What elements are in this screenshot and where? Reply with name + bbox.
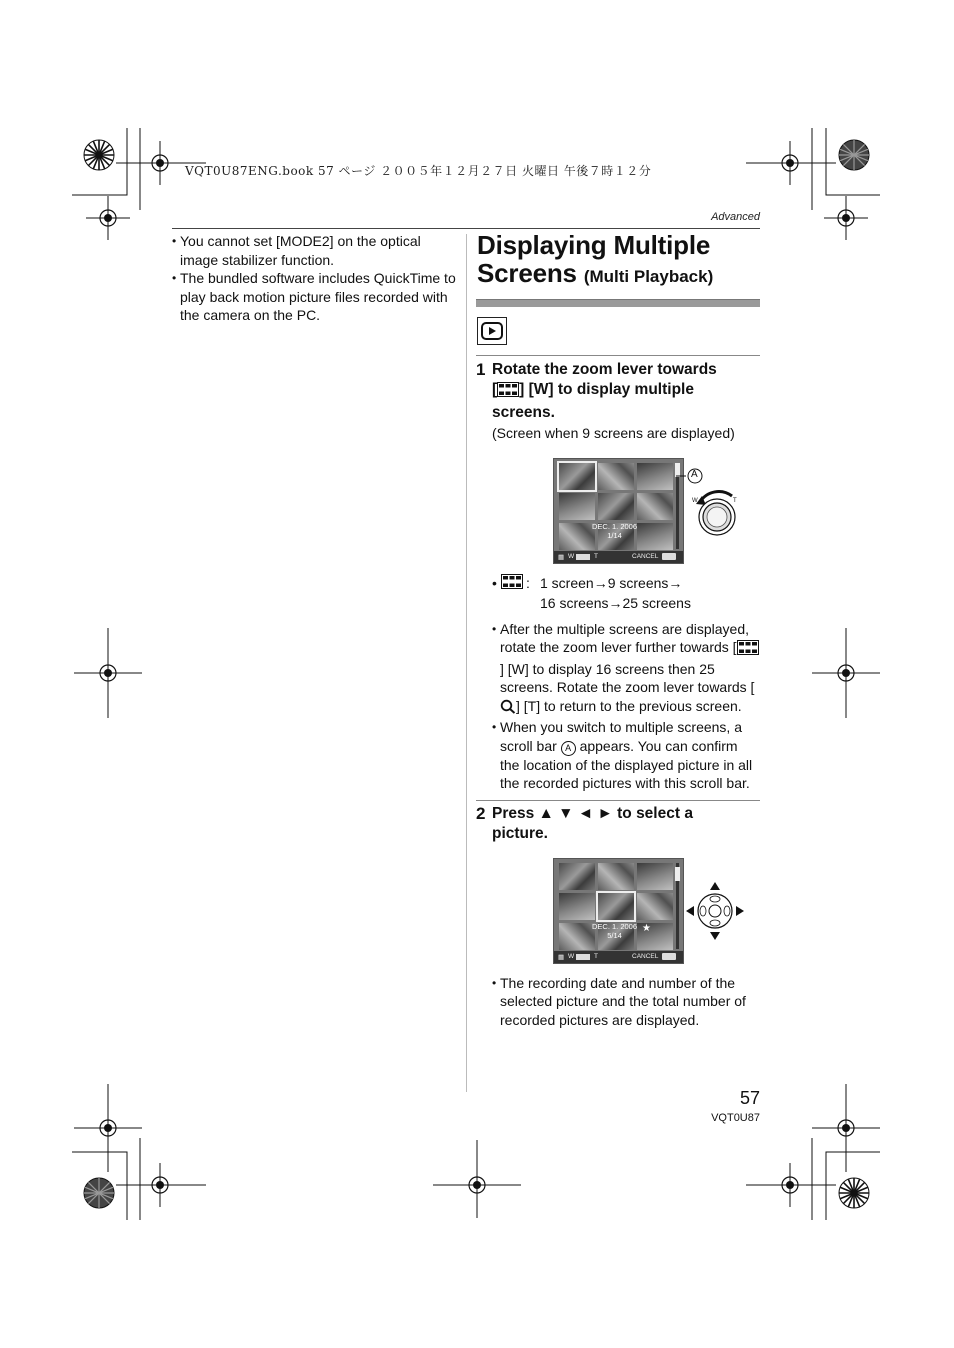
title-line1: Displaying Multiple xyxy=(477,230,711,260)
thumbnail xyxy=(598,493,634,520)
date-overlay xyxy=(592,922,637,940)
model-code: VQT0U87 xyxy=(711,1112,760,1124)
playback-mode-icon xyxy=(477,317,507,345)
magnifier-icon xyxy=(500,699,516,719)
note-text: After the multiple screens are displayed, rotate the zoom lever further towards [ xyxy=(500,620,750,655)
step-text-part: ] [W] to display multiple xyxy=(519,381,694,398)
zoom-t-label: T xyxy=(594,552,598,560)
step-1 xyxy=(476,360,760,423)
note-item xyxy=(492,718,760,793)
title-line2 xyxy=(477,259,760,291)
zoom-w-label: W xyxy=(568,552,575,560)
note-item: • The recording date and number of the selected picture and the total number of recorded pictures are displayed. xyxy=(492,974,760,1030)
thumbnail xyxy=(559,893,595,920)
step-text-line xyxy=(492,380,760,403)
right-column xyxy=(476,228,760,1029)
scroll-position xyxy=(675,867,680,881)
column-divider xyxy=(466,234,467,1092)
favorite-star-icon: ★ xyxy=(642,922,651,934)
step-text-line: picture. xyxy=(492,824,548,842)
screen-figure-1 xyxy=(476,458,760,568)
thumbnail xyxy=(598,463,634,490)
thumbnail xyxy=(559,463,595,490)
sequence-line: 16 screens→25 screens xyxy=(540,594,691,611)
note-text: ] [W] to display 16 screens then 25 screens. Rotate the zoom lever towards [ xyxy=(500,660,755,695)
callout-a-label: A xyxy=(691,468,698,480)
print-header: VQT0U87ENG.book 57 ページ ２００５年１２月２７日 火曜日 午後７時１２分 xyxy=(185,164,652,178)
menu-button-icon xyxy=(662,553,676,560)
thumbnail xyxy=(559,863,595,890)
lever-w-label: W xyxy=(692,497,698,504)
left-note: • The bundled software includes QuickTime to play back motion picture files recorded with the camera on the PC. xyxy=(172,269,457,325)
thumbnail xyxy=(637,863,673,890)
bullet-dot: • xyxy=(492,574,497,591)
step-text-line: screens. xyxy=(492,404,555,421)
title-sub: (Multi Playback) xyxy=(583,267,714,286)
zoom-indicator xyxy=(576,554,590,560)
thumbnail xyxy=(637,493,673,520)
multi-icon: ▦ xyxy=(558,953,565,961)
step-divider xyxy=(476,800,760,801)
title-main: Screens xyxy=(477,258,577,288)
step-text-line: Rotate the zoom lever towards xyxy=(492,361,717,378)
picture-count: 5/14 xyxy=(607,930,622,940)
multi-playback-icon xyxy=(497,382,519,403)
scroll-bar xyxy=(676,863,679,949)
note-text: When you switch to multiple screens, a scroll bar xyxy=(500,719,742,754)
thumbnail xyxy=(559,523,595,550)
date-overlay xyxy=(592,522,637,540)
callout-a-inline: A xyxy=(561,741,576,756)
cursor-buttons-icon xyxy=(684,880,746,942)
step-1-notes xyxy=(476,620,760,793)
sequence-line: 1 screen→9 screens→ xyxy=(540,574,683,591)
left-column xyxy=(172,232,457,325)
zoom-w-label: W xyxy=(568,952,575,960)
note-item xyxy=(492,620,760,719)
section-label: Advanced xyxy=(711,211,760,223)
page-number: 57 xyxy=(739,1088,760,1108)
thumbnail xyxy=(637,463,673,490)
screen-figure-2 xyxy=(476,858,760,968)
multi-icon: ▦ xyxy=(558,553,565,561)
thumbnail xyxy=(598,893,634,920)
note-text: ] [T] to return to the previous screen. xyxy=(516,697,742,714)
page-title xyxy=(477,231,760,291)
step-divider xyxy=(476,355,760,356)
zoom-lever-icon xyxy=(686,484,746,544)
thumbnail xyxy=(559,493,595,520)
screen-sequence xyxy=(476,574,760,613)
step-text-line: Press ▲ ▼ ◄ ► to select a xyxy=(492,804,693,822)
note-text: appears. You can confirm the location of the displayed picture in all the recorded pictures with this scroll bar. xyxy=(500,737,753,791)
status-bar xyxy=(554,951,683,963)
lever-t-label: T xyxy=(733,497,737,504)
menu-button-icon xyxy=(662,953,676,960)
recording-date: DEC. 1. 2006 xyxy=(592,921,638,931)
title-bar xyxy=(476,299,760,307)
step-text xyxy=(492,804,760,844)
thumbnail xyxy=(559,923,595,950)
status-bar xyxy=(554,551,683,563)
zoom-indicator xyxy=(576,954,590,960)
cancel-label: CANCEL xyxy=(632,952,659,960)
bracket: [ xyxy=(492,381,498,398)
step-2-notes xyxy=(476,974,760,1030)
thumbnail xyxy=(637,893,673,920)
camera-screen xyxy=(553,858,684,964)
step-number: 1 xyxy=(476,360,486,379)
cancel-label: CANCEL xyxy=(632,552,659,560)
step-1-note: (Screen when 9 screens are displayed) xyxy=(492,425,735,441)
recording-date: DEC. 1. 2006 xyxy=(592,521,638,531)
multi-playback-icon xyxy=(737,640,759,660)
step-number: 2 xyxy=(476,803,486,823)
camera-screen xyxy=(553,458,684,564)
left-note: • You cannot set [MODE2] on the optical image stabilizer function. xyxy=(172,232,457,269)
step-2 xyxy=(476,804,760,844)
picture-count: 1/14 xyxy=(607,530,622,540)
multi-playback-icon xyxy=(501,574,523,594)
thumbnail xyxy=(598,863,634,890)
thumbnail xyxy=(637,523,673,550)
step-text xyxy=(492,360,760,423)
sequence-colon: : xyxy=(526,574,530,591)
zoom-t-label: T xyxy=(594,952,598,960)
